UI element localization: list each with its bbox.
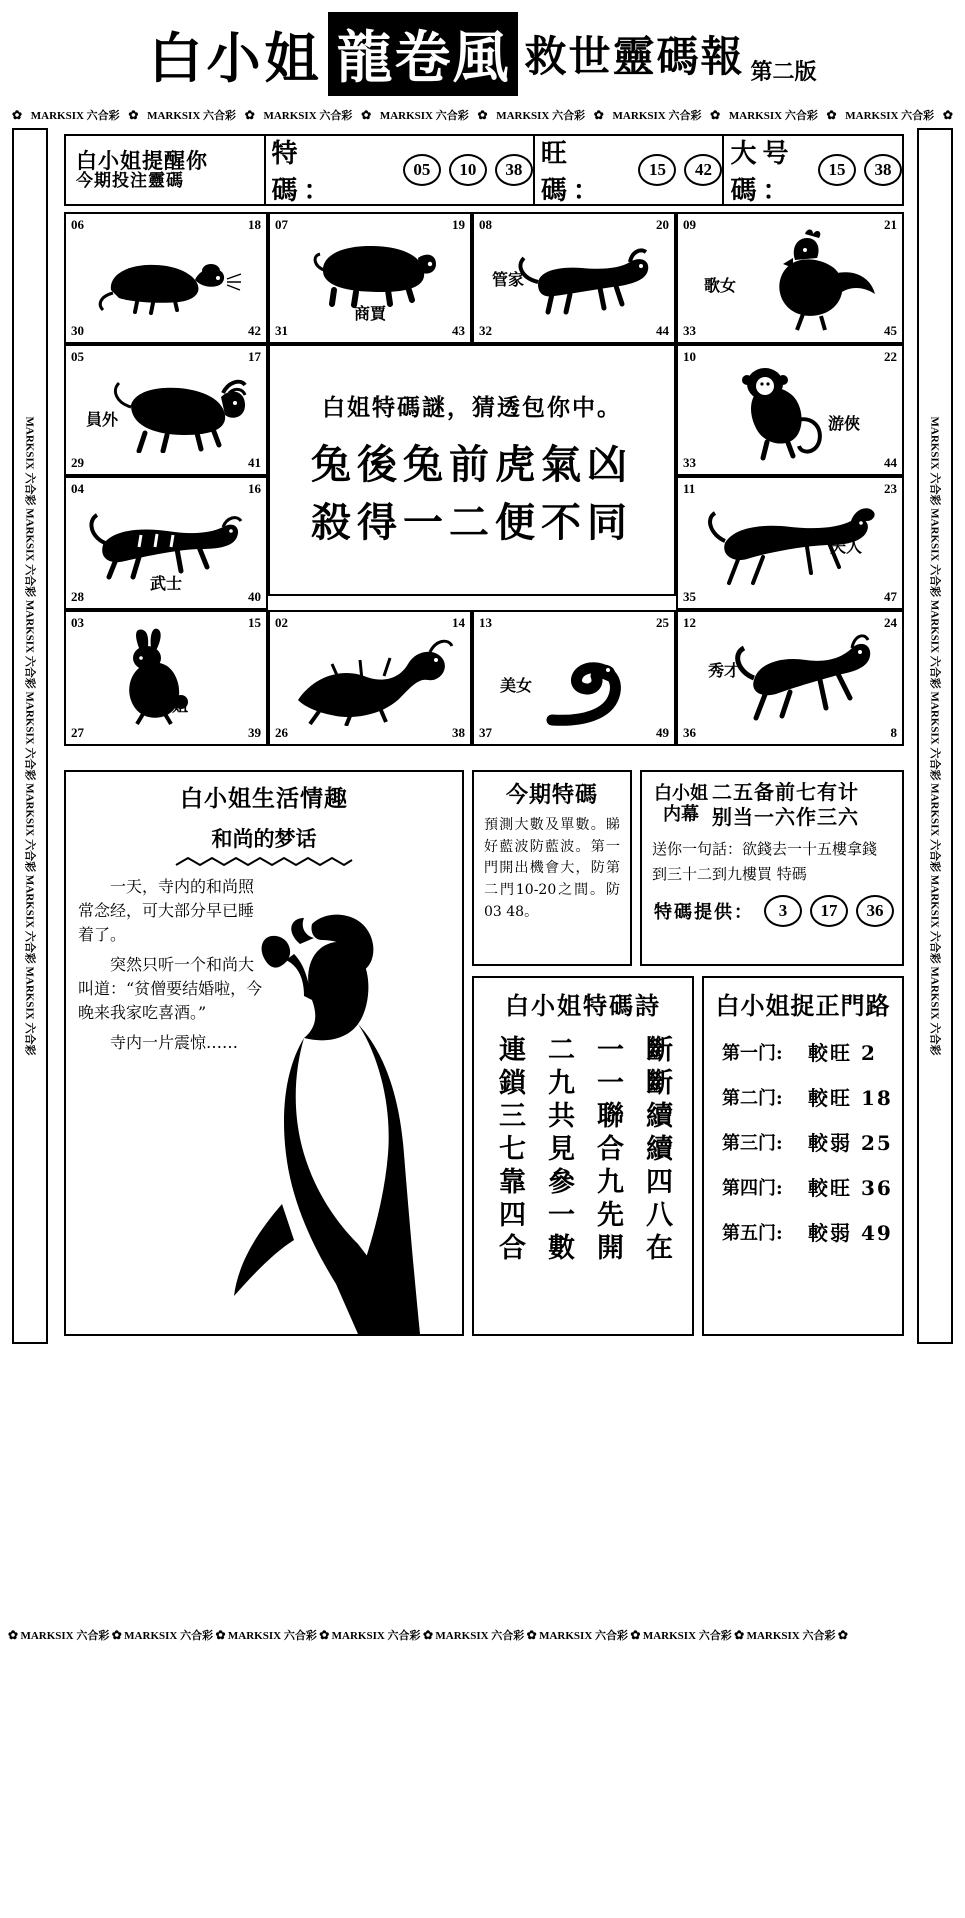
zodiac-cell[interactable] [64, 476, 268, 610]
cell-number-bottom-left: 37 [479, 725, 492, 740]
inside-note-1: 送你一句話：欲錢去一十五樓拿錢 [652, 840, 878, 858]
flower-icon: ✿ [526, 1627, 537, 1642]
inside-headline [712, 780, 859, 830]
cell-number-top-left: 03 [71, 615, 84, 630]
cell-title: 武士 [149, 574, 183, 593]
content-area [56, 128, 913, 1344]
zodiac-cell[interactable] [268, 212, 472, 344]
ribbon-text: MARKSIX 六合彩 [30, 110, 120, 122]
ribbon-text: MARKSIX 六合彩 [845, 110, 935, 122]
cell-title: 商賈 [353, 304, 387, 323]
cell-number-bottom-left: 35 [683, 589, 696, 604]
cell-number-bottom-left: 27 [71, 725, 84, 740]
cell-title: 員外 [86, 410, 119, 429]
flower-icon: ✿ [12, 107, 23, 122]
cell-title: 秀才 [708, 661, 741, 680]
cell-number-top-left: 11 [683, 481, 696, 496]
bottom-section [64, 770, 904, 1336]
ribbon-top [12, 104, 953, 126]
door-value: 較旺 2 [808, 1041, 877, 1065]
cell-number-top-left: 10 [683, 349, 696, 364]
cell-number-bottom-left: 36 [683, 725, 696, 740]
ball: 15 [818, 154, 856, 186]
ribbon-text: MARKSIX 六合彩 [728, 110, 818, 122]
cell-title: 管家 [492, 270, 525, 289]
zodiac-cell[interactable] [676, 212, 904, 344]
cell-number-bottom-left: 31 [275, 323, 288, 338]
cell-title: 游俠 [827, 414, 860, 433]
zodiac-grid [64, 212, 904, 762]
door-value: 較旺 36 [808, 1176, 893, 1200]
flower-icon: ✿ [128, 107, 139, 122]
zodiac-cell[interactable] [676, 476, 904, 610]
riddle-line-2: 殺得一二便不同 [311, 498, 633, 546]
door-row [722, 1127, 902, 1156]
cell-number-bottom-right: 44 [884, 455, 897, 470]
ribbon-text: MARKSIX 六合彩 [612, 110, 702, 122]
riddle-box [268, 344, 676, 596]
provide-balls [764, 895, 894, 927]
riddle-intro: 白姐特碼謎，猜透包你中。 [322, 393, 622, 421]
cell-title: 歌女 [704, 276, 737, 295]
flower-icon: ✿ [8, 1627, 19, 1642]
poem-title: 白小姐特碼詩 [505, 991, 661, 1020]
zodiac-cell[interactable] [64, 610, 268, 746]
inside-headline-1: 二五备前七有计 [712, 780, 859, 804]
story-box [64, 770, 464, 1336]
cell-number-top-left: 04 [71, 481, 84, 496]
ribbon-text: MARKSIX 六合彩 [263, 110, 353, 122]
story-paragraph-2: 突然只听一个和尚大叫道：“贫僧要结婚啦，今晚来我家吃喜酒。” [78, 955, 263, 1022]
inside-box [640, 770, 904, 966]
special-code-label: 特 碼： [271, 139, 336, 206]
door-value: 較旺 18 [808, 1086, 893, 1110]
poem-columns [474, 1035, 692, 1285]
ribbon-text: MARKSIX 六合彩 [124, 1630, 214, 1642]
masthead-title-part2: 龍卷風 [328, 12, 518, 96]
cell-number-top-left: 13 [479, 615, 492, 630]
ribbon-text: MARKSIX 六合彩 [331, 1630, 421, 1642]
cell-number-bottom-right: 44 [656, 323, 669, 338]
big-code-balls [818, 154, 902, 186]
lucky-numbers-bar [64, 134, 904, 206]
flower-icon: ✿ [710, 107, 721, 122]
right-rail-text: MARKSIX 六合彩 MARKSIX 六合彩 MARKSIX 六合彩 MARKSIX 六合彩 MARKSIX 六合彩 MARKSIX 六合彩 MARKSIX 六合彩 [928, 416, 940, 1056]
cell-number-bottom-right: 38 [452, 725, 465, 740]
reminder-cell [66, 136, 266, 204]
story-paragraph-3: 寺内一片震惊…… [110, 1033, 239, 1052]
cell-number-top-left: 09 [683, 217, 696, 232]
flower-icon: ✿ [734, 1627, 745, 1642]
door-value: 較弱 25 [808, 1131, 893, 1155]
flower-icon: ✿ [244, 107, 255, 122]
cell-number-bottom-left: 33 [683, 455, 696, 470]
big-code-cell [724, 136, 902, 204]
hot-code-balls [638, 154, 722, 186]
riddle-line-1: 兔後兔前虎氣凶 [311, 440, 633, 488]
ball: 42 [684, 154, 722, 186]
cell-number-bottom-right: 8 [890, 725, 897, 740]
story-paragraph-1: 一天，寺内的和尚照常念经，可大部分早已睡着了。 [78, 877, 255, 944]
story-subtitle: 和尚的梦话 [211, 826, 317, 851]
poem-line: 連鎖三七靠四合 [494, 1035, 525, 1266]
zodiac-cell[interactable] [472, 212, 676, 344]
cell-number-bottom-right: 40 [248, 589, 261, 604]
poem-line: 一一聯合九先開 [592, 1035, 623, 1266]
forecast-body: 預測大數及單數。睇好藍波防藍波。第一門開出機會大，防第二門10-20之間。防03 48。 [484, 817, 620, 920]
provide-label: 特碼提供： [654, 902, 754, 923]
zodiac-cell[interactable] [676, 610, 904, 746]
inside-brand [650, 784, 712, 825]
flower-icon: ✿ [630, 1627, 641, 1642]
door-label: 第一门: [722, 1042, 783, 1064]
ribbon-text: MARKSIX 六合彩 [435, 1630, 525, 1642]
cell-number-top-right: 24 [884, 615, 897, 630]
door-label: 第五门: [722, 1222, 783, 1244]
dragon-icon [270, 612, 470, 744]
ribbon-text: MARKSIX 六合彩 [147, 110, 237, 122]
cell-number-top-left: 08 [479, 217, 492, 232]
zodiac-cell[interactable] [676, 344, 904, 476]
ball: 38 [495, 154, 533, 186]
doors-box [702, 976, 904, 1336]
ribbon-bottom [8, 1352, 848, 1918]
door-label: 第三门: [722, 1132, 783, 1154]
masthead-title-part3: 救世靈碼報 [524, 32, 745, 81]
cell-number-top-left: 07 [275, 217, 288, 232]
zigzag-divider [174, 855, 354, 869]
door-label: 第二门: [722, 1087, 783, 1109]
cell-number-top-right: 20 [656, 217, 669, 232]
zodiac-cell[interactable] [64, 212, 268, 344]
poem-line: 斷斷續續四八在 [641, 1035, 672, 1266]
flower-icon: ✿ [477, 107, 488, 122]
ribbon-text: MARKSIX 六合彩 [746, 1630, 836, 1642]
inside-note-2: 到三十二到九樓買 特碼 [652, 864, 807, 883]
cell-number-bottom-right: 41 [248, 455, 261, 470]
cell-title: 夫人 [829, 537, 862, 556]
hot-code-label: 旺 碼： [540, 139, 605, 206]
ribbon-text: MARKSIX 六合彩 [539, 1630, 629, 1642]
ball: 36 [856, 895, 894, 927]
special-code-cell [266, 136, 535, 204]
cell-number-bottom-right: 42 [248, 323, 261, 338]
zodiac-cell[interactable] [472, 610, 676, 746]
door-row [722, 1172, 902, 1201]
flower-icon: ✿ [826, 107, 837, 122]
cell-number-top-right: 25 [656, 615, 669, 630]
cell-number-top-right: 14 [452, 615, 465, 630]
door-value: 較弱 49 [808, 1221, 893, 1245]
reminder-line1: 白小姐提醒你 [76, 148, 208, 174]
flower-icon: ✿ [593, 107, 604, 122]
inside-header [650, 780, 894, 830]
flower-icon: ✿ [319, 1627, 330, 1642]
ribbon-text: MARKSIX 六合彩 [642, 1630, 732, 1642]
left-rail [12, 128, 48, 1344]
ball: 05 [403, 154, 441, 186]
inside-brand-line2: 内幕 [663, 804, 699, 825]
ribbon-text: MARKSIX 六合彩 [227, 1630, 317, 1642]
cell-number-top-right: 23 [884, 481, 897, 496]
cell-number-bottom-right: 47 [884, 589, 897, 604]
cell-number-top-left: 05 [71, 349, 84, 364]
cell-number-top-right: 17 [248, 349, 261, 364]
cell-number-bottom-right: 39 [248, 725, 261, 740]
cell-number-top-left: 02 [275, 615, 288, 630]
doors-title: 白小姐捉正門路 [715, 991, 891, 1020]
cell-number-bottom-left: 28 [71, 589, 84, 604]
ball: 15 [638, 154, 676, 186]
ribbon-text: MARKSIX 六合彩 [496, 110, 586, 122]
inside-provide-row [654, 895, 902, 927]
forecast-title: 今期特碼 [505, 782, 598, 808]
cell-number-bottom-right: 43 [452, 323, 465, 338]
story-title: 白小姐生活情趣 [180, 785, 348, 812]
ball: 38 [864, 154, 902, 186]
cell-number-bottom-left: 29 [71, 455, 84, 470]
cell-number-bottom-right: 49 [656, 725, 669, 740]
flower-icon: ✿ [837, 1627, 848, 1642]
forecast-box [472, 770, 632, 966]
cell-number-top-right: 19 [452, 217, 465, 232]
flower-icon: ✿ [942, 107, 953, 122]
cell-number-bottom-left: 30 [71, 323, 84, 338]
ball: 3 [764, 895, 802, 927]
zodiac-cell[interactable] [268, 610, 472, 746]
cell-number-top-right: 16 [248, 481, 261, 496]
inside-headline-2: 别当一六作三六 [712, 805, 859, 829]
cell-number-top-right: 18 [248, 217, 261, 232]
door-row [722, 1082, 902, 1111]
cell-number-top-left: 12 [683, 615, 696, 630]
masthead-title-part1: 白小姐 [148, 25, 323, 90]
poem-box [472, 976, 694, 1336]
big-code-label: 大号碼： [730, 139, 795, 206]
door-row [722, 1037, 902, 1066]
flower-icon: ✿ [422, 1627, 433, 1642]
reminder-line2: 今期投注靈碼 [76, 171, 184, 192]
cell-number-bottom-left: 26 [275, 725, 288, 740]
monkey-icon [678, 346, 902, 474]
cell-number-bottom-right: 45 [884, 323, 897, 338]
cell-title: 小姐 [156, 696, 189, 715]
cell-number-bottom-left: 33 [683, 323, 696, 338]
right-rail [917, 128, 953, 1344]
rat-icon [66, 214, 266, 342]
ball: 17 [810, 895, 848, 927]
ribbon-text: MARKSIX 六合彩 [20, 1630, 110, 1642]
cell-number-top-right: 21 [884, 217, 897, 232]
poem-line: 二九共見參一數 [543, 1035, 574, 1266]
left-rail-text: MARKSIX 六合彩 MARKSIX 六合彩 MARKSIX 六合彩 MARKSIX 六合彩 MARKSIX 六合彩 MARKSIX 六合彩 MARKSIX 六合彩 [23, 416, 35, 1056]
masthead-edition: 第二版 [750, 59, 817, 85]
cell-number-top-left: 06 [71, 217, 84, 232]
door-row [722, 1217, 902, 1246]
ribbon-text: MARKSIX 六合彩 [379, 110, 469, 122]
cell-title: 美女 [500, 676, 533, 695]
inside-brand-line1: 白小姐 [654, 783, 708, 805]
flower-icon: ✿ [111, 1627, 122, 1642]
cell-number-top-right: 15 [248, 615, 261, 630]
hot-code-cell [535, 136, 725, 204]
cell-number-bottom-left: 32 [479, 323, 492, 338]
flower-icon: ✿ [361, 107, 372, 122]
zodiac-cell[interactable] [64, 344, 268, 476]
rabbit-icon [66, 612, 266, 744]
door-label: 第四门: [722, 1177, 783, 1199]
special-code-balls [403, 154, 533, 186]
masthead [0, 14, 965, 94]
flower-icon: ✿ [215, 1627, 226, 1642]
goat-icon [678, 478, 902, 608]
cell-number-top-right: 22 [884, 349, 897, 364]
ball: 10 [449, 154, 487, 186]
